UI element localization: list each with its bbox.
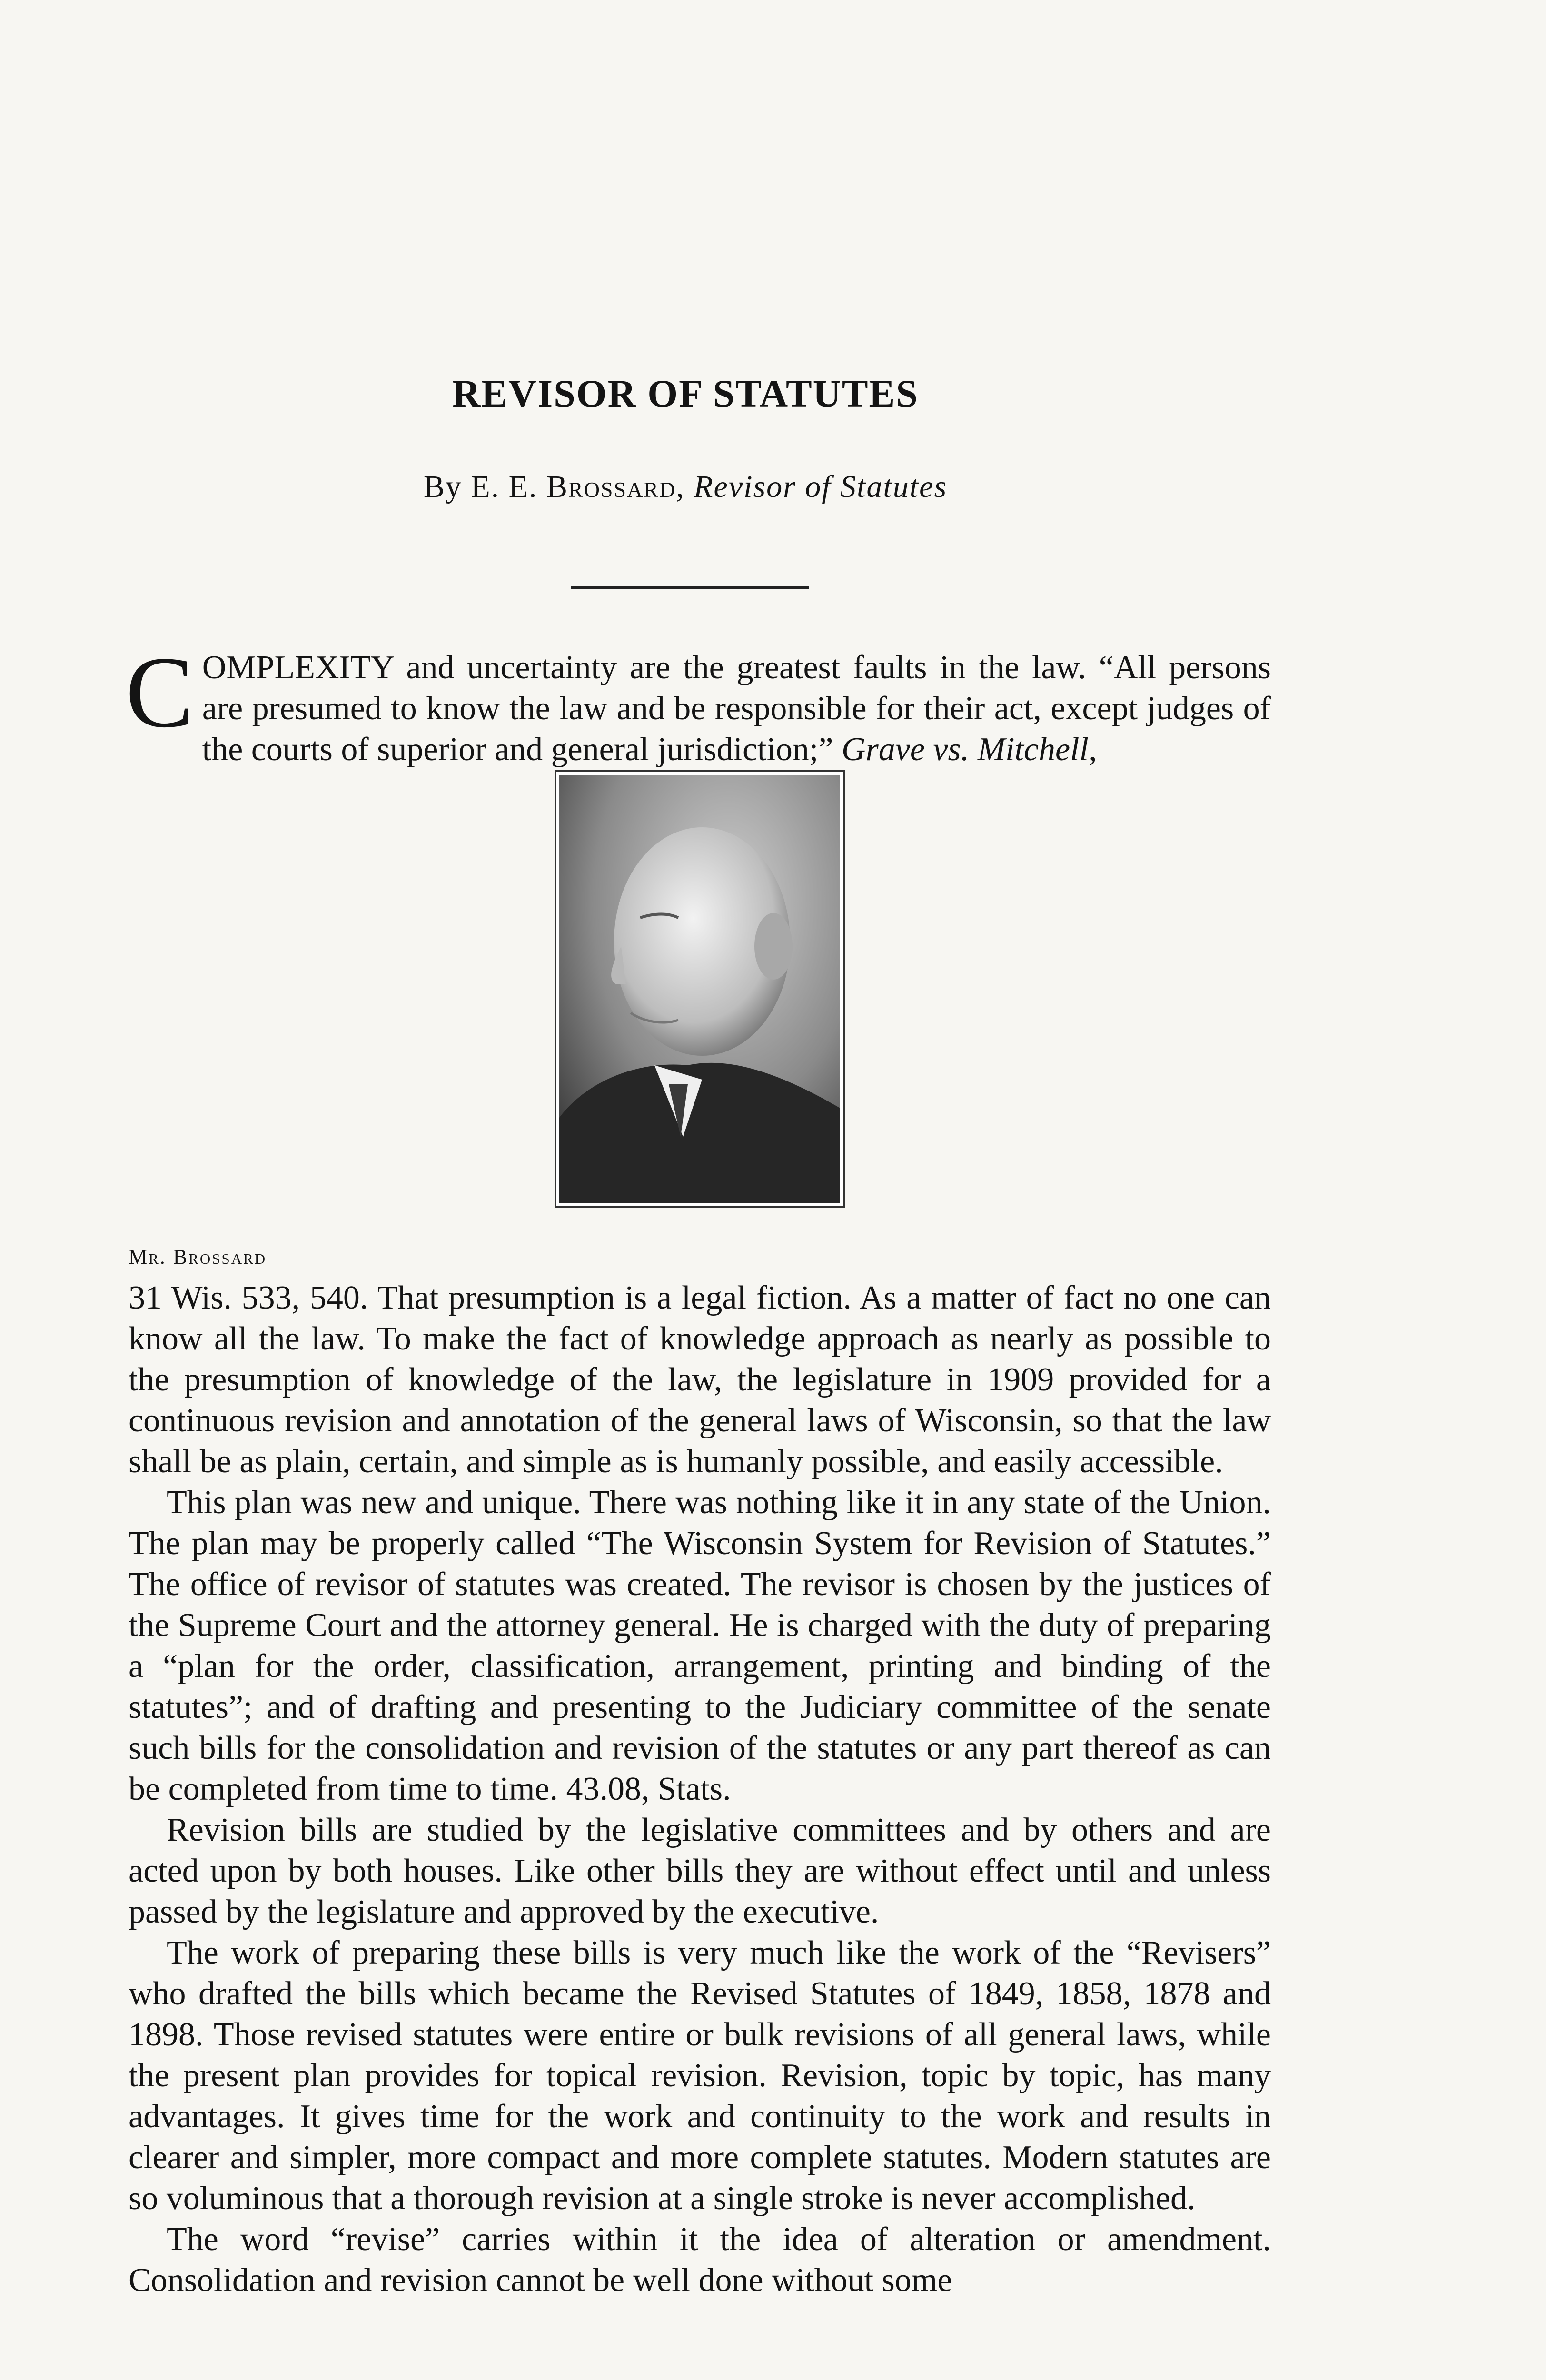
paragraph-2: This plan was new and unique. There was nothing like it in any state of the Union. The plan may be properly called “The Wisconsin System for Revision of Statutes.” The office of revisor of statutes was created. The revisor is chosen by the justices of the Supreme Court and the attorney general. He is charged with the duty of preparing a “plan for the order, classification, arrangement, printing and binding of the statutes”; and of drafting and presenting to the Judiciary committee of the senate such bills for the consolidation and revision of the statutes or any part thereof as can be completed from time to time. 43.08, Stats.	[129, 1484, 1271, 1807]
portrait-photo	[555, 770, 845, 1208]
title-divider	[571, 586, 809, 589]
paragraph-1-part-a: OMPLEXITY and uncertainty are the greatest faults in the law. “All persons are presumed to know the law and be responsible for their act, except judges of the courts of superior and general jurisdiction;”	[202, 649, 1271, 768]
byline-role: Revisor of Statutes	[694, 469, 948, 504]
article-title: REVISOR OF STATUTES	[452, 372, 919, 415]
portrait-image	[559, 775, 840, 1203]
drop-cap: C	[126, 636, 194, 749]
article-body	[126, 636, 1271, 2301]
article-byline	[0, 469, 1371, 505]
paragraph-1	[126, 636, 1271, 770]
byline-prefix: By E. E.	[423, 469, 538, 504]
byline-author: Brossard,	[546, 469, 685, 504]
paragraph-5: The word “revise” carries within it the idea of alteration or amendment. Consolidation and revision cannot be well done without some	[129, 2221, 1271, 2299]
paragraph-3: Revision bills are studied by the legislative committees and by others and are acted upon by both houses. Like other bills they are without effect until and unless passed by the legislature and approved by the executive.	[129, 1812, 1271, 1930]
portrait-caption: Mr. Brossard	[129, 1245, 267, 1269]
case-citation: Grave vs. Mitchell,	[841, 731, 1097, 768]
paragraph-1-part-b: 31 Wis. 533, 540. That presumption is a legal fiction. As a matter of fact no one can know all the law. To make the fact of knowledge approach as nearly as possible to the presumption of knowledge of the law, the legislature in 1909 provided for a continuous revision and annotation of the general laws of Wisconsin, so that the law shall be as plain, certain, and simple as is humanly possible, and easily accessible.	[129, 1279, 1271, 1480]
paragraph-4: The work of preparing these bills is very much like the work of the “Revisers” who drafted the bills which became the Revised Statutes of 1849, 1858, 1878 and 1898. Those revised statutes were entire or bulk revisions of all general laws, while the present plan provides for topical revision. Revision, topic by topic, has many advantages. It gives time for the work and continuity to the work and results in clearer and simpler, more compact and more complete statutes. Modern statutes are so voluminous that a thorough revision at a single stroke is never accomplished.	[129, 1934, 1271, 2217]
